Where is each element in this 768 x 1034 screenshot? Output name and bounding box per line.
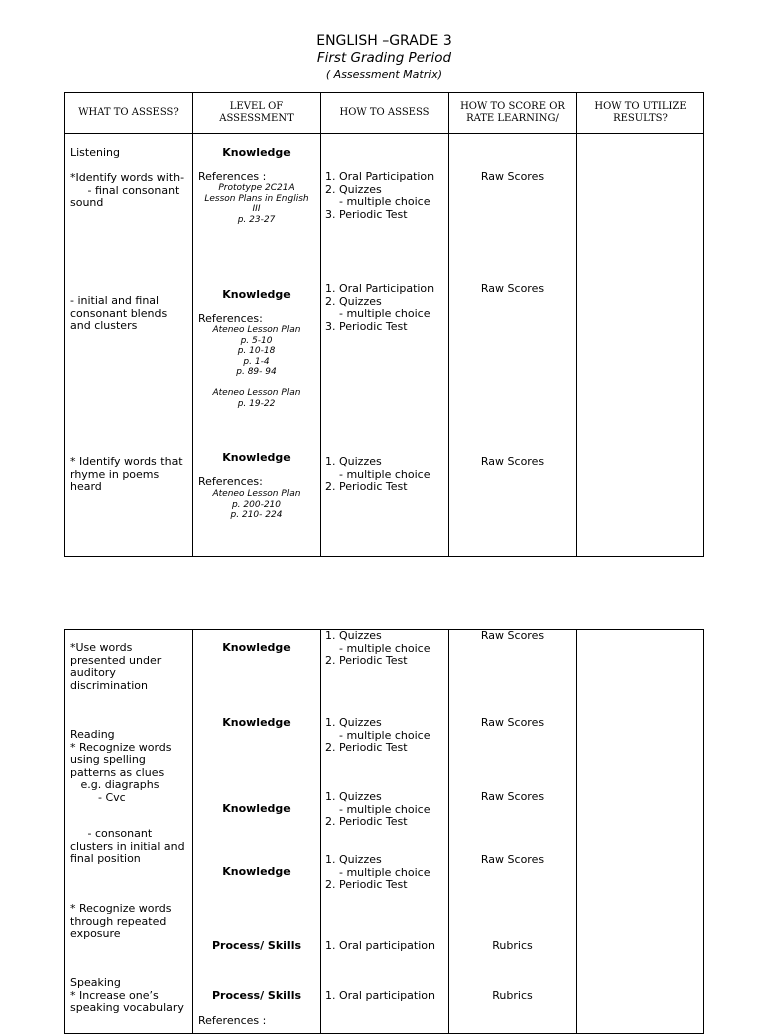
how-cell: 1. Quizzes - multiple choice 2. Periodic Test [325,716,431,754]
how-cell: 1. Oral participation [325,939,435,952]
what-cell: * Recognize words through repeated exposure [70,902,172,940]
page-title: ENGLISH –GRADE 3 [316,33,452,49]
column-divider [448,630,449,1033]
score-cell: Raw Scores [480,629,545,642]
level-cell: Knowledge [222,641,291,654]
score-cell: Raw Scores [480,790,545,803]
page-subtitle: First Grading Period [316,50,452,66]
column-divider [576,630,577,1033]
references-list: Prototype 2C21A Lesson Plans in English III p. 23-27 [204,183,309,225]
column-divider [448,93,449,556]
assessment-table-1 [64,92,704,557]
what-cell: Reading * Recognize words using spelling patterns as clues e.g. diagraphs - Cvc [70,728,172,804]
what-cell: Listening *Identify words with- - final consonant sound [70,146,185,209]
score-cell: Raw Scores [480,282,545,295]
header-divider [65,133,703,134]
level-cell: Knowledge [222,865,291,878]
how-cell: 1. Oral participation [325,989,435,1002]
score-cell: Raw Scores [480,170,545,183]
what-cell: - consonant clusters in initial and final position [70,827,185,865]
column-header-what: WHAT TO ASSESS? [78,107,179,118]
column-divider [576,93,577,556]
how-cell: 1. Oral Participation 2. Quizzes - multiple choice 3. Periodic Test [325,170,435,221]
level-cell: Knowledge [222,288,291,301]
what-cell: * Identify words that rhyme in poems heard [70,455,183,493]
column-divider [320,93,321,556]
how-cell: 1. Quizzes - multiple choice 2. Periodic Test [325,455,431,493]
score-cell: Rubrics [492,939,533,952]
level-cell: Process/ Skills [211,989,302,1002]
how-cell: 1. Oral Participation 2. Quizzes - multiple choice 3. Periodic Test [325,282,435,333]
level-cell: Knowledge [222,146,291,159]
column-header-how: HOW TO ASSESS [339,107,430,118]
how-cell: 1. Quizzes - multiple choice 2. Periodic Test [325,790,431,828]
column-divider [320,630,321,1033]
assessment-table-2 [64,629,704,1034]
what-cell: - initial and final consonant blends and clusters [70,294,168,332]
references-label: References: [198,475,263,488]
column-header-utilize: HOW TO UTILIZE RESULTS? [594,101,687,124]
references-label: References : [198,1014,267,1027]
score-cell: Raw Scores [480,455,545,468]
references-label: References : [198,170,267,183]
page-note: ( Assessment Matrix) [325,68,443,81]
references-label: References: [198,312,263,325]
score-cell: Raw Scores [480,716,545,729]
level-cell: Knowledge [222,716,291,729]
references-list: Ateneo Lesson Plan p. 200-210 p. 210- 224 [212,489,301,520]
score-cell: Raw Scores [480,853,545,866]
what-cell: Speaking * Increase one’s speaking vocabulary [70,976,184,1014]
column-header-level: LEVEL OF ASSESSMENT [219,101,294,124]
column-divider [192,630,193,1033]
column-header-score: HOW TO SCORE OR RATE LEARNING/ [460,101,565,124]
level-cell: Knowledge [222,451,291,464]
level-cell: Process/ Skills [211,939,302,952]
how-cell: 1. Quizzes - multiple choice 2. Periodic Test [325,853,431,891]
level-cell: Knowledge [222,802,291,815]
references-list: Ateneo Lesson Plan p. 5-10 p. 10-18 p. 1-4 p. 89- 94 Ateneo Lesson Plan p. 19-22 [212,325,301,409]
what-cell: *Use words presented under auditory discrimination [70,641,162,692]
score-cell: Rubrics [492,989,533,1002]
how-cell: 1. Quizzes - multiple choice 2. Periodic Test [325,629,431,667]
